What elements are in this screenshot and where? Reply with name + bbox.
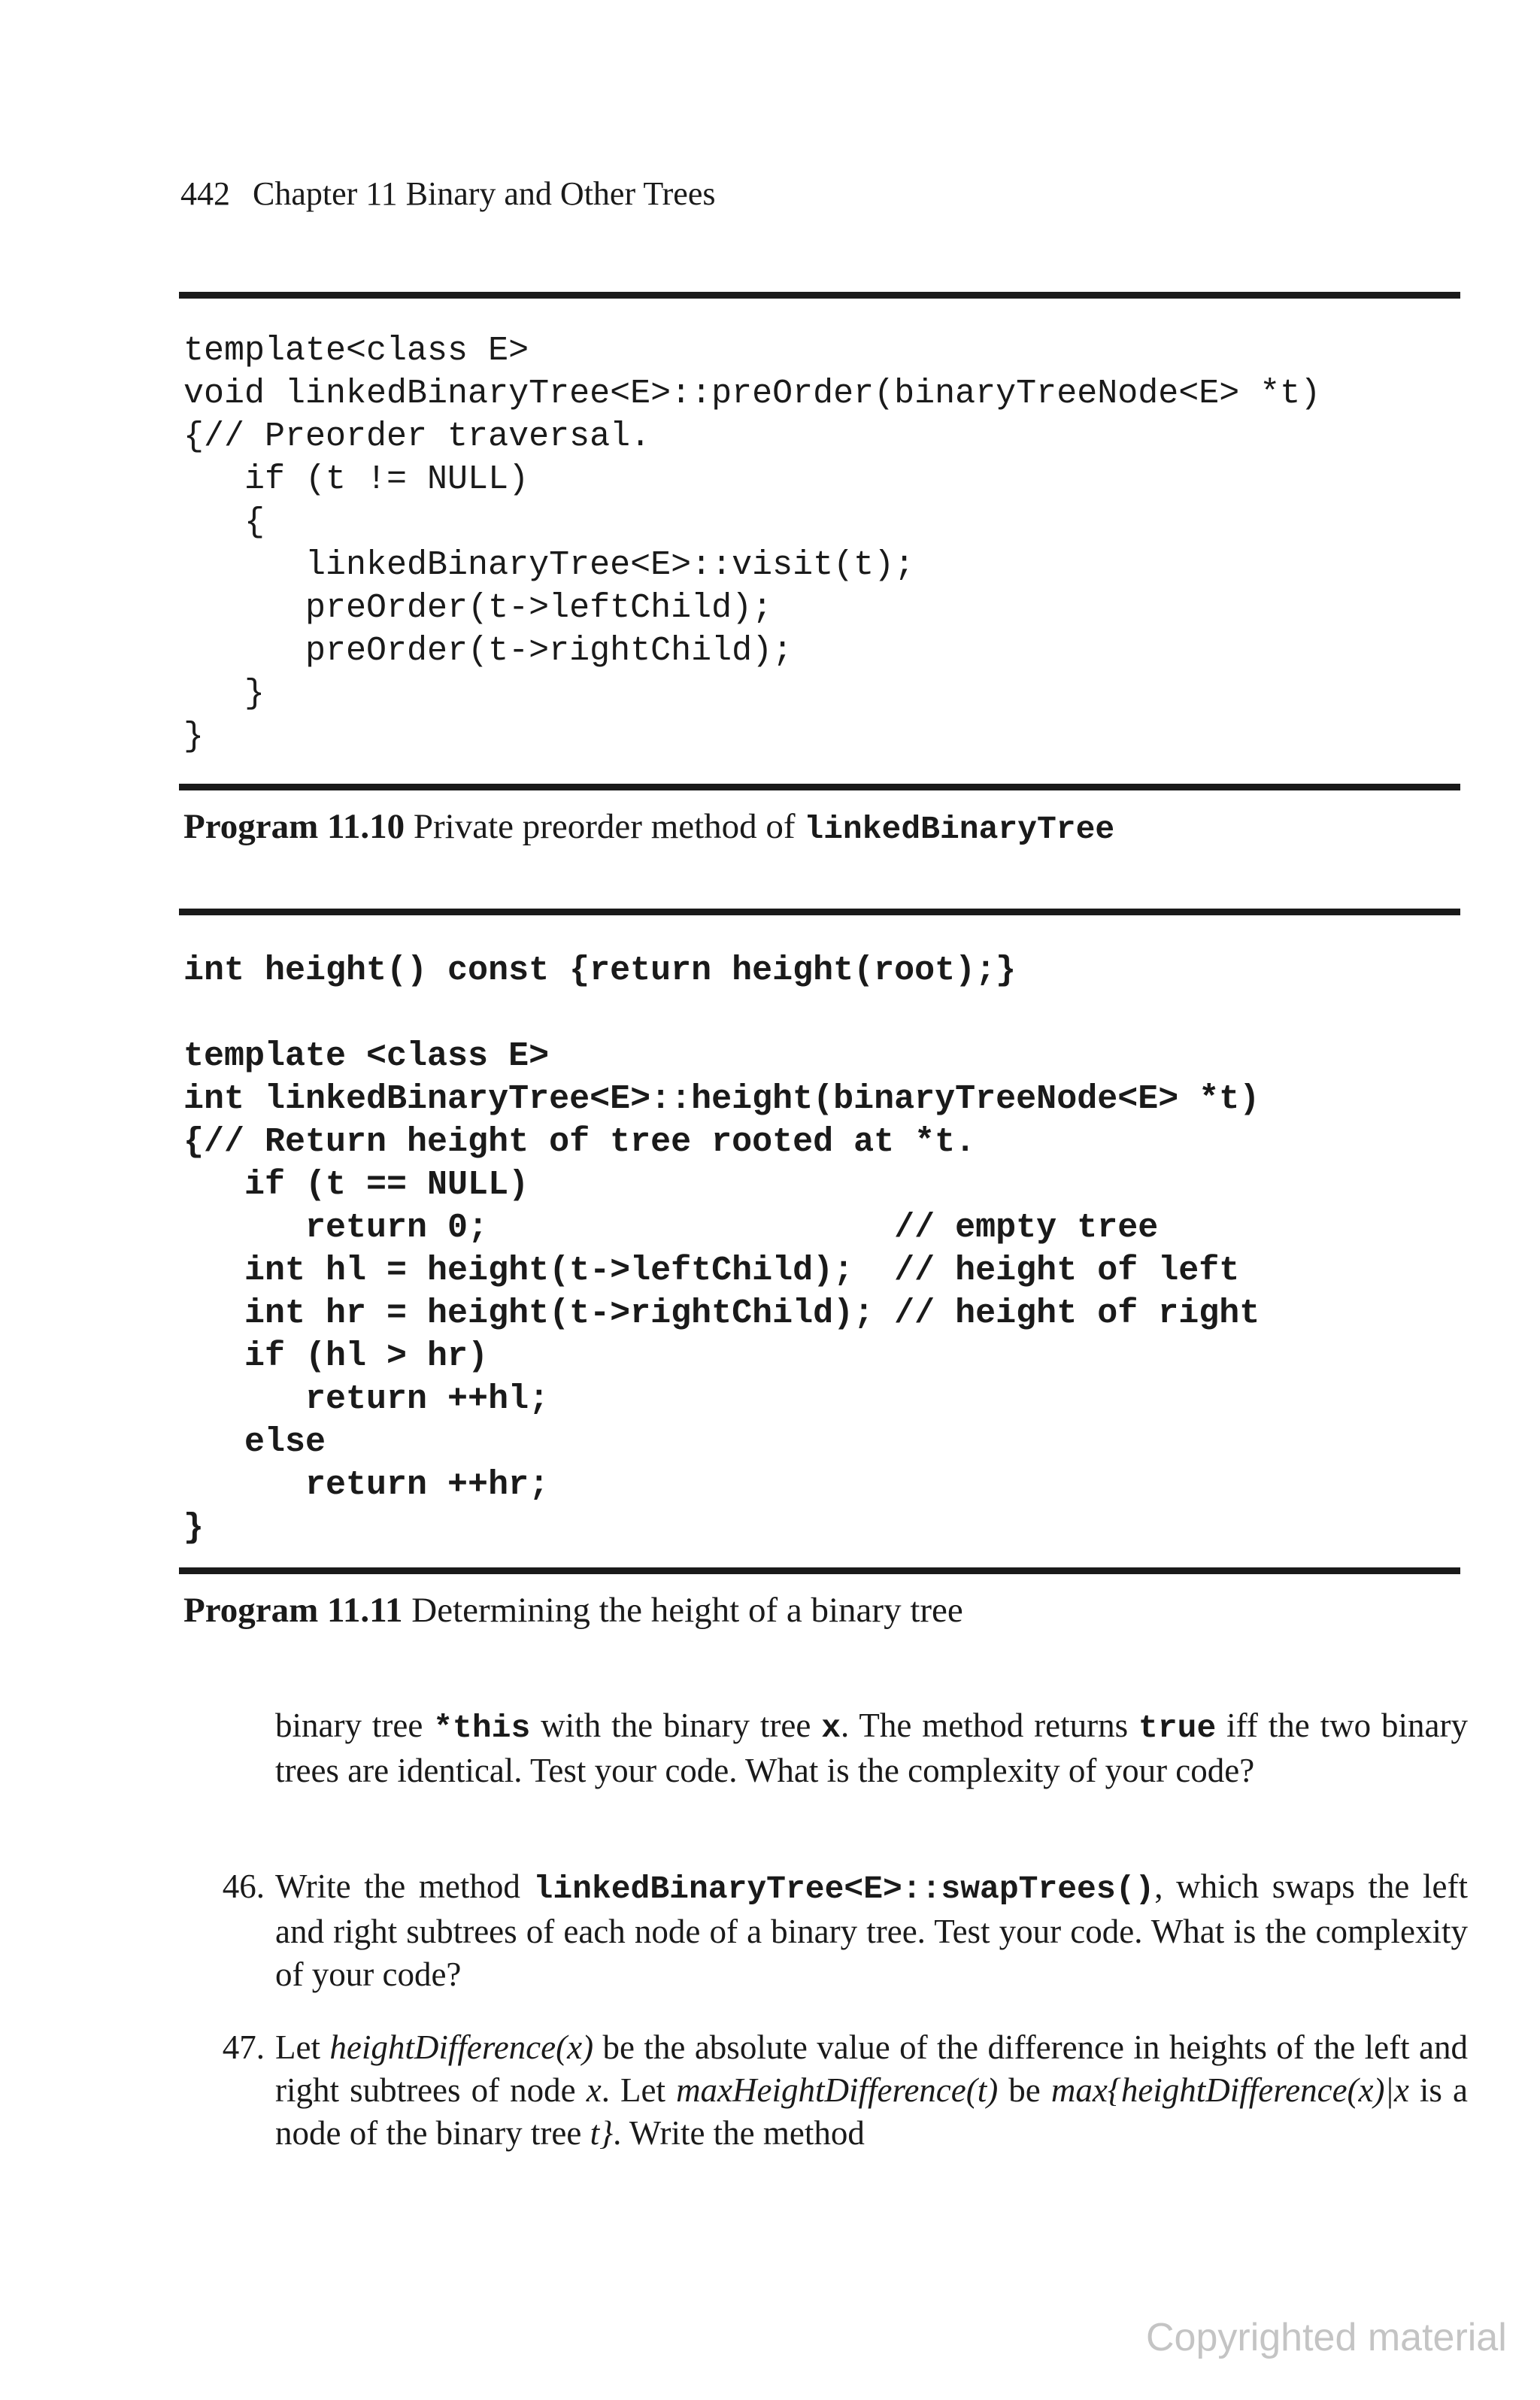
exercise-number: 47. <box>222 2028 265 2066</box>
program-top-rule <box>179 909 1460 915</box>
code-line: preOrder(t->rightChild); <box>183 632 793 670</box>
program-11-10-caption <box>183 806 1114 848</box>
program-bottom-rule <box>179 784 1460 790</box>
code-line: template <class E> <box>183 1037 550 1076</box>
code-line: {// Preorder traversal. <box>183 417 651 456</box>
code-line: if (hl > hr) <box>183 1337 489 1376</box>
program-top-rule <box>179 292 1460 299</box>
code-line: if (t != NULL) <box>183 460 529 499</box>
code-line: template<class E> <box>183 332 529 370</box>
chapter-title: Chapter 11 Binary and Other Trees <box>253 175 716 212</box>
program-11-11-caption <box>183 1590 963 1631</box>
continuation-paragraph: binary tree *this with the binary tree x. The method returns true iff the two binary trees are identical. Test your code. What is the complexity of your code? <box>275 1707 1469 1789</box>
running-header <box>180 174 715 213</box>
code-line: linkedBinaryTree<E>::visit(t); <box>183 546 915 584</box>
caption-label: Program 11.10 <box>183 807 405 846</box>
code-line: void linkedBinaryTree<E>::preOrder(binaryTreeNode<E> *t) <box>183 375 1321 413</box>
caption-label: Program 11.11 <box>183 1591 403 1630</box>
code-line: int height() const {return height(root);} <box>183 951 1017 990</box>
code-line: } <box>183 718 205 756</box>
exercise-text: Write the method linkedBinaryTree<E>::swapTrees(), which swaps the left and right subtrees of each node of a binary tree. Test your code. What is the complexity of your code? <box>275 1868 1468 1993</box>
code-line: { <box>183 503 265 542</box>
code-line: int linkedBinaryTree<E>::height(binaryTreeNode<E> *t) <box>183 1080 1260 1118</box>
program-11-10-code <box>183 329 1320 758</box>
code-line: } <box>183 1509 205 1547</box>
copyright-watermark: Copyrighted material <box>1146 2316 1507 2359</box>
code-line: else <box>183 1423 326 1461</box>
code-line: {// Return height of tree rooted at *t. <box>183 1123 976 1161</box>
caption-text: Private preorder method of <box>413 807 796 846</box>
caption-text: Determining the height of a binary tree <box>411 1591 963 1630</box>
caption-code: linkedBinaryTree <box>804 811 1115 848</box>
code-line: return ++hl; <box>183 1380 550 1418</box>
code-line: return 0; // empty tree <box>183 1209 1159 1247</box>
code-line: return ++hr; <box>183 1466 550 1504</box>
code-line <box>183 992 1260 1035</box>
program-11-11-code <box>183 949 1260 1549</box>
program-bottom-rule <box>179 1567 1460 1574</box>
code-line: int hr = height(t->rightChild); // height of right <box>183 1294 1260 1333</box>
code-line: int hl = height(t->leftChild); // height of left <box>183 1252 1240 1290</box>
code-line: preOrder(t->leftChild); <box>183 589 773 627</box>
page-number: 442 <box>180 175 230 212</box>
code-line: } <box>183 675 265 713</box>
exercise-number: 46. <box>222 1868 265 1905</box>
exercise-text: Let heightDifference(x) be the absolute value of the difference in heights of the left and right subtrees of node x. Let maxHeightDifference(t) be max{heightDifference(x)|x is a node of the binary tree t}. Write the method <box>275 2028 1469 2152</box>
code-line: if (t == NULL) <box>183 1166 529 1204</box>
